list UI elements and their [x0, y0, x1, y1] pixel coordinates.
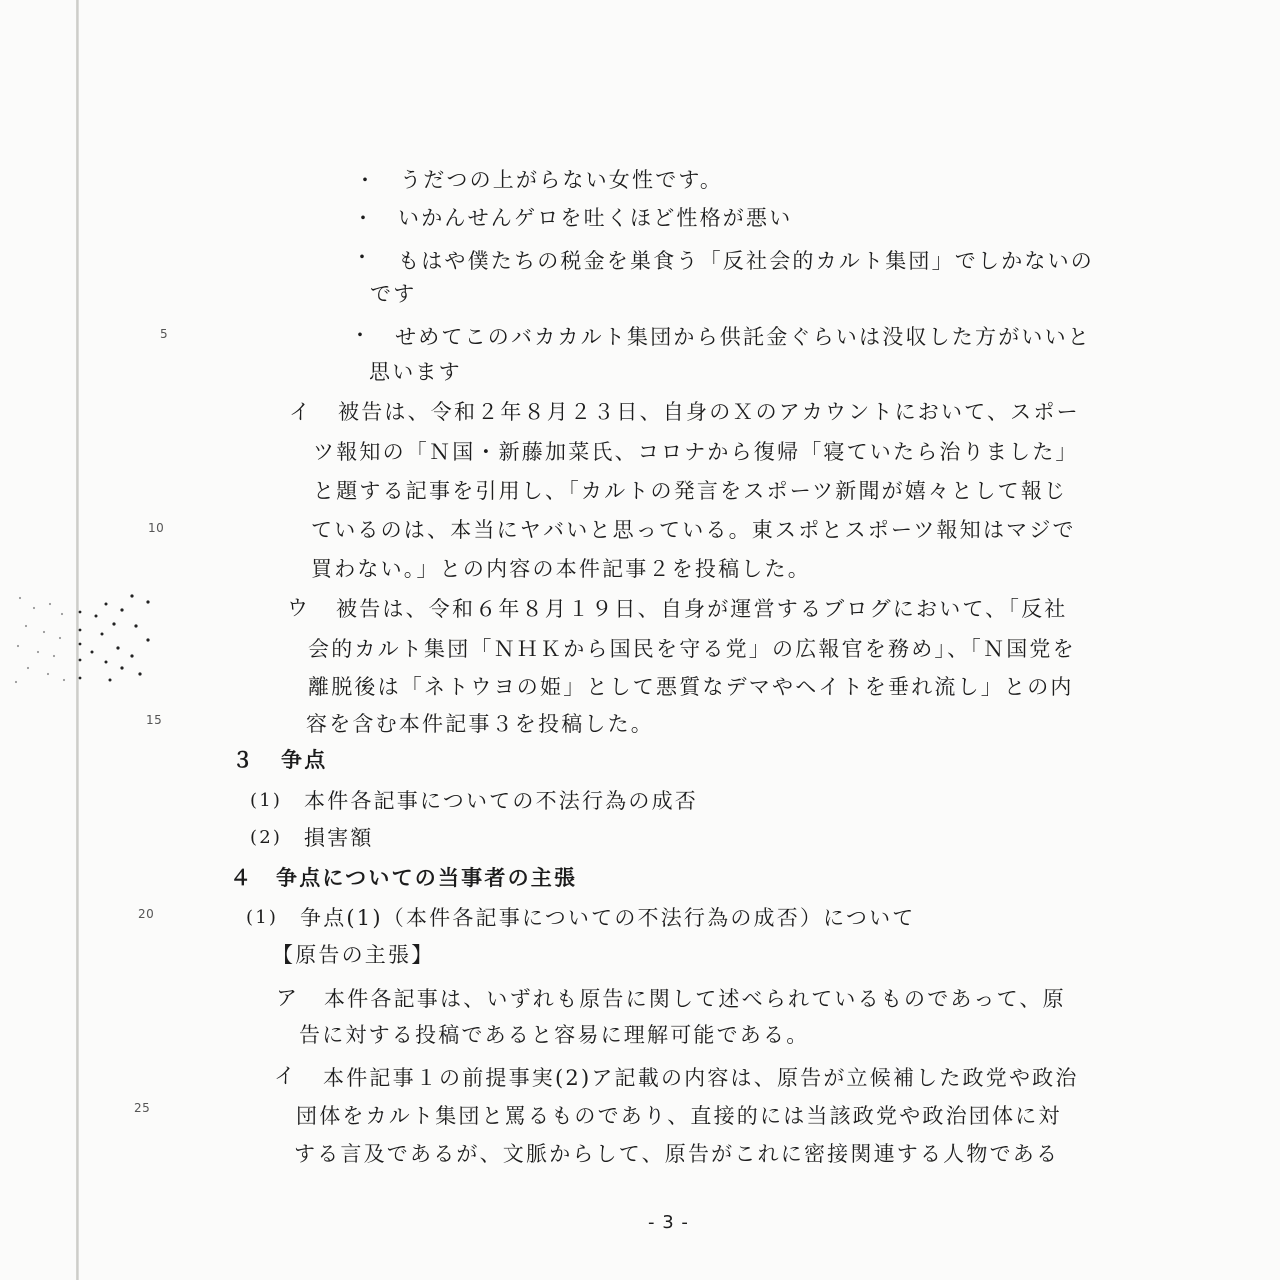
sub-item-text: 損害額 — [304, 826, 374, 850]
section-number: ４ — [230, 866, 254, 890]
item-marker: ウ — [287, 596, 311, 620]
paragraph-line: 容を含む本件記事３を投稿した。 — [306, 712, 654, 736]
bullet-dot: ・ — [352, 245, 372, 269]
item-marker: イ — [274, 1064, 298, 1088]
paragraph-line: と題する記事を引用し、「カルトの発言をスポーツ新聞が嬉々として報じ — [313, 479, 1068, 503]
sub-marker: (2) — [250, 827, 283, 848]
paragraph-line: 本件各記事は、いずれも原告に関して述べられているものであって、原 — [324, 987, 1066, 1011]
paragraph-line: 被告は、令和６年８月１９日、自身が運営するブログにおいて、「反社 — [336, 597, 1068, 621]
page-number: - 3 - — [648, 1212, 689, 1233]
paragraph-line: 団体をカルト集団と罵るものであり、直接的には当該政党や政治団体に対 — [296, 1104, 1062, 1128]
line-number-20: 20 — [138, 907, 155, 921]
line-number-5: 5 — [160, 327, 169, 341]
bullet-dot: ・ — [353, 206, 373, 230]
section-number: ３ — [232, 748, 256, 772]
item-marker: イ — [289, 400, 313, 424]
line-number-15: 15 — [146, 713, 163, 727]
sub-marker: (1) — [246, 907, 279, 928]
paragraph-line: 本件記事１の前提事実(2)ア記載の内容は、原告が立候補した政党や政治 — [323, 1066, 1079, 1090]
section-title: 争点 — [281, 748, 328, 772]
sub-item-text: 本件各記事についての不法行為の成否 — [304, 789, 698, 813]
bullet-line: うだつの上がらない女性です。 — [400, 168, 724, 192]
bullet-dot: ・ — [350, 323, 370, 347]
paragraph-line: 被告は、令和２年８月２３日、自身のＸのアカウントにおいて、スポー — [338, 400, 1080, 424]
item-marker: ア — [276, 986, 300, 1010]
sub-marker: (1) — [250, 790, 283, 811]
line-number-25: 25 — [134, 1101, 151, 1115]
bullet-line: 思います — [369, 360, 462, 384]
bullet-line: です — [370, 282, 417, 306]
section-title: 争点についての当事者の主張 — [276, 866, 578, 890]
paragraph-line: 買わない。」との内容の本件記事２を投稿した。 — [311, 557, 811, 581]
bullet-dot: ・ — [355, 168, 375, 192]
sub-item-text: 争点(1)（本件各記事についての不法行為の成否）について — [300, 906, 916, 930]
claim-heading: 【原告の主張】 — [272, 943, 435, 967]
line-number-10: 10 — [148, 521, 165, 535]
bullet-line: いかんせんゲロを吐くほど性格が悪い — [398, 206, 793, 230]
paragraph-line: ツ報知の「Ｎ国・新藤加菜氏、コロナから復帰「寝ていたら治りました」 — [313, 440, 1079, 464]
paragraph-line: 離脱後は「ネトウヨの姫」として悪質なデマやヘイトを垂れ流し」との内 — [308, 675, 1074, 699]
paragraph-line: ているのは、本当にヤバいと思っている。東スポとスポーツ報知はマジで — [311, 518, 1076, 542]
paragraph-line: 告に対する投稿であると容易に理解可能である。 — [299, 1023, 810, 1047]
punch-hole-marks — [10, 590, 160, 690]
paragraph-line: する言及であるが、文脈からして、原告がこれに密接関連する人物である — [294, 1142, 1060, 1166]
paragraph-line: 会的カルト集団「ＮＨＫから国民を守る党」の広報官を務め」、「Ｎ国党を — [308, 637, 1076, 661]
bullet-line: もはや僕たちの税金を巣食う「反社会的カルト集団」でしかないの — [398, 249, 1094, 273]
bullet-line: せめてこのバカカルト集団から供託金ぐらいは没収した方がいいと — [395, 325, 1091, 349]
